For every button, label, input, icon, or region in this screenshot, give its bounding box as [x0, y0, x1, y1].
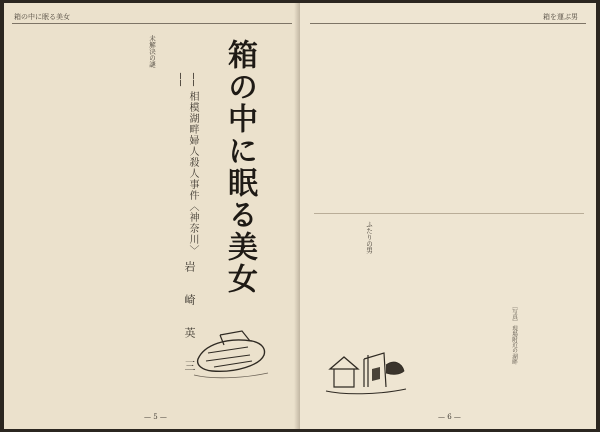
body-column-lower-left [14, 229, 148, 399]
left-page [4, 3, 300, 429]
section-heading-left: 未解決の謎 [148, 35, 156, 68]
article-subtitle: ── 相模湖畔婦人殺人事件〈神奈川〉── [174, 73, 198, 252]
column-divider [314, 213, 584, 214]
body-column-upper-right [314, 37, 584, 209]
folio-left: — 5 — [144, 413, 167, 421]
box-sketch-icon [190, 319, 270, 381]
folio-right: — 6 — [438, 413, 461, 421]
running-head-left: 箱の中に眠る美女 [14, 13, 70, 21]
header-rule-left [12, 23, 292, 24]
body-column-lower-far-right [526, 221, 584, 407]
article-title: 箱の中に眠る美女 [222, 39, 257, 295]
section-heading-right: ふたりの男 [365, 221, 373, 254]
running-head-right: 箱を運ぶ男 [543, 13, 578, 21]
right-page [300, 3, 596, 429]
village-sketch-icon [324, 329, 408, 399]
author-name: 岩崎英三 [183, 261, 196, 393]
header-rule-right [310, 23, 586, 24]
book-spread [4, 3, 596, 429]
photo-caption: 〔写真〕現場附近の湖畔 [511, 303, 517, 365]
